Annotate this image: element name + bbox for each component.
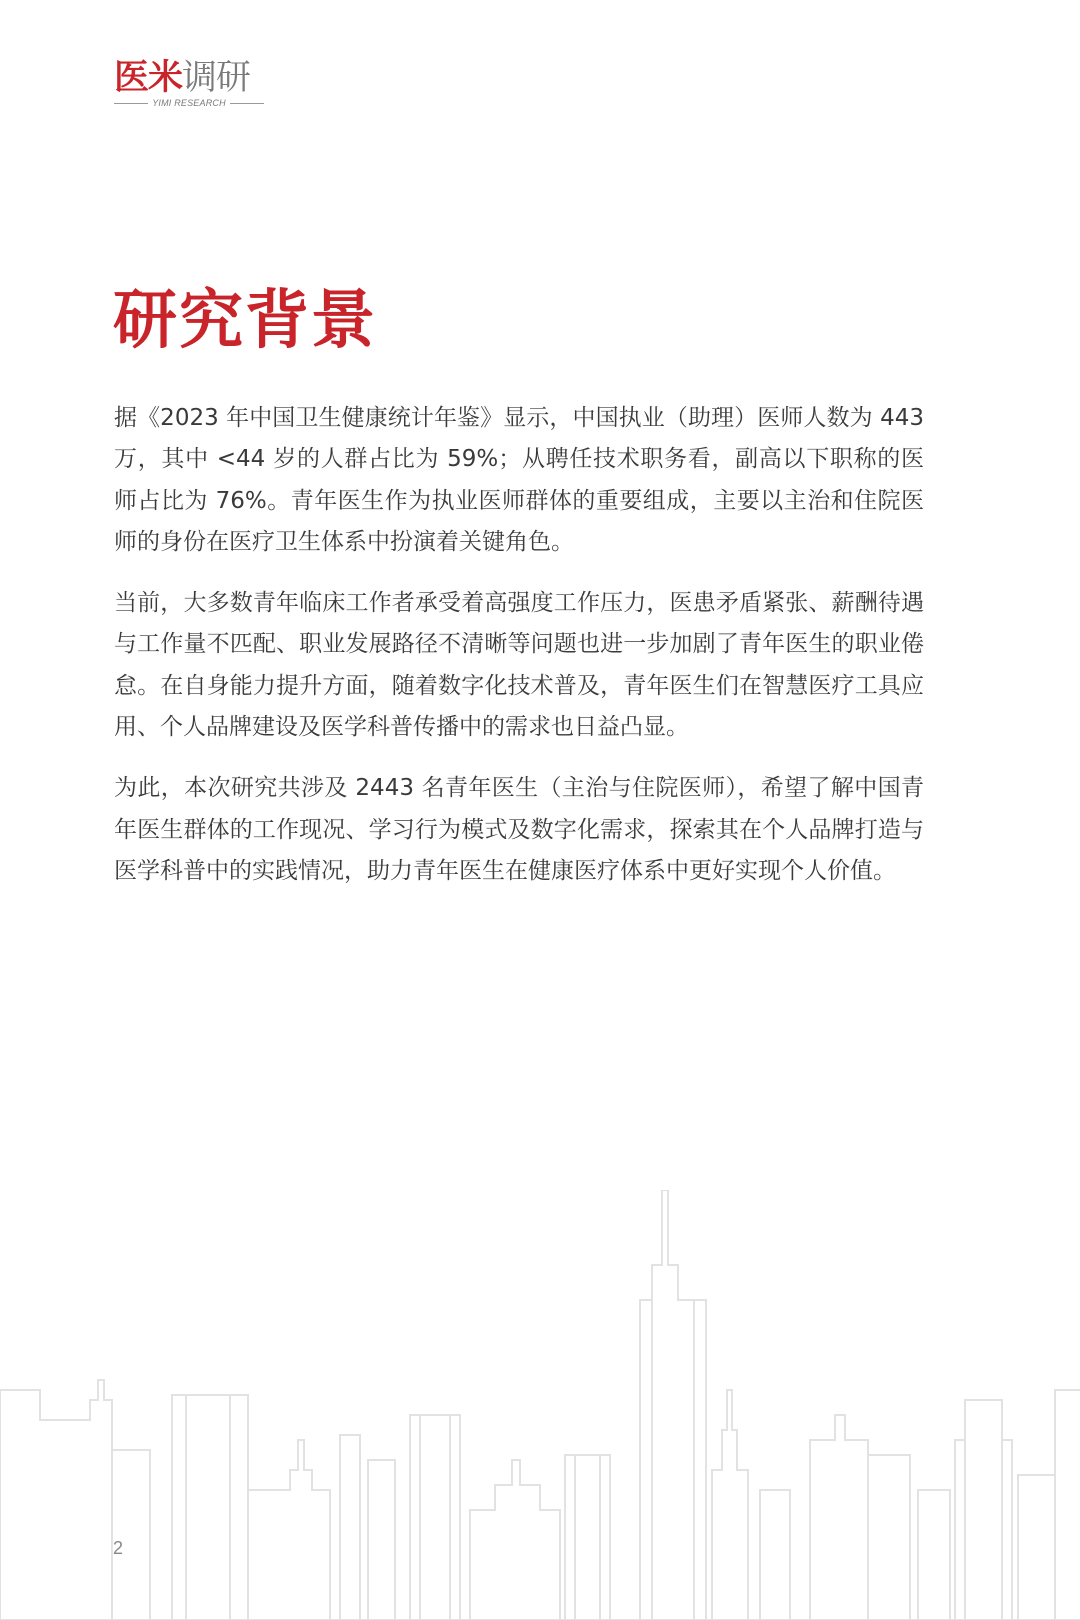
brand-logo-subtitle: YIMI RESEARCH <box>152 98 226 108</box>
brand-logo-right-rule <box>230 103 264 104</box>
brand-logo-wordmark <box>114 58 264 98</box>
brand-logo-gray-text: 调研 <box>182 58 251 98</box>
body-content <box>114 398 924 912</box>
page-number: 2 <box>113 1538 124 1558</box>
brand-logo-red-text: 医米 <box>114 57 183 98</box>
brand-logo-left-rule <box>114 103 148 104</box>
paragraph-challenges: 当前，大多数青年临床工作者承受着高强度工作压力，医患矛盾紧张、薪酬待遇与工作量不匹配、职业发展路径不清晰等问题也进一步加剧了青年医生的职业倦怠。在自身能力提升方面，随着数字化技术普及，青年医生们在智慧医疗工具应用、个人品牌建设及医学科普传播中的需求也日益凸显。 <box>114 590 924 741</box>
paragraph-research-purpose: 为此，本次研究共涉及 2443 名青年医生（主治与住院医师），希望了解中国青年医生群体的工作现况、学习行为模式及数字化需求，探索其在个人品牌打造与医学科普中的实践情况，助力青年医生在健康医疗体系中更好实现个人价值。 <box>114 775 924 884</box>
brand-logo <box>114 58 264 108</box>
brand-logo-subtitle-row <box>114 98 264 108</box>
city-skyline-illustration <box>0 1190 1080 1620</box>
page-title: 研究背景 <box>113 284 377 358</box>
paragraph-statistics: 据《2023 年中国卫生健康统计年鉴》显示，中国执业（助理）医师人数为 443 万，其中 <44 岁的人群占比为 59%；从聘任技术职务看，副高以下职称的医师占比为 76%。青年医生作为执业医师群体的重要组成，主要以主治和住院医师的身份在医疗卫生体系中扮演着关键角色。 <box>114 405 924 555</box>
